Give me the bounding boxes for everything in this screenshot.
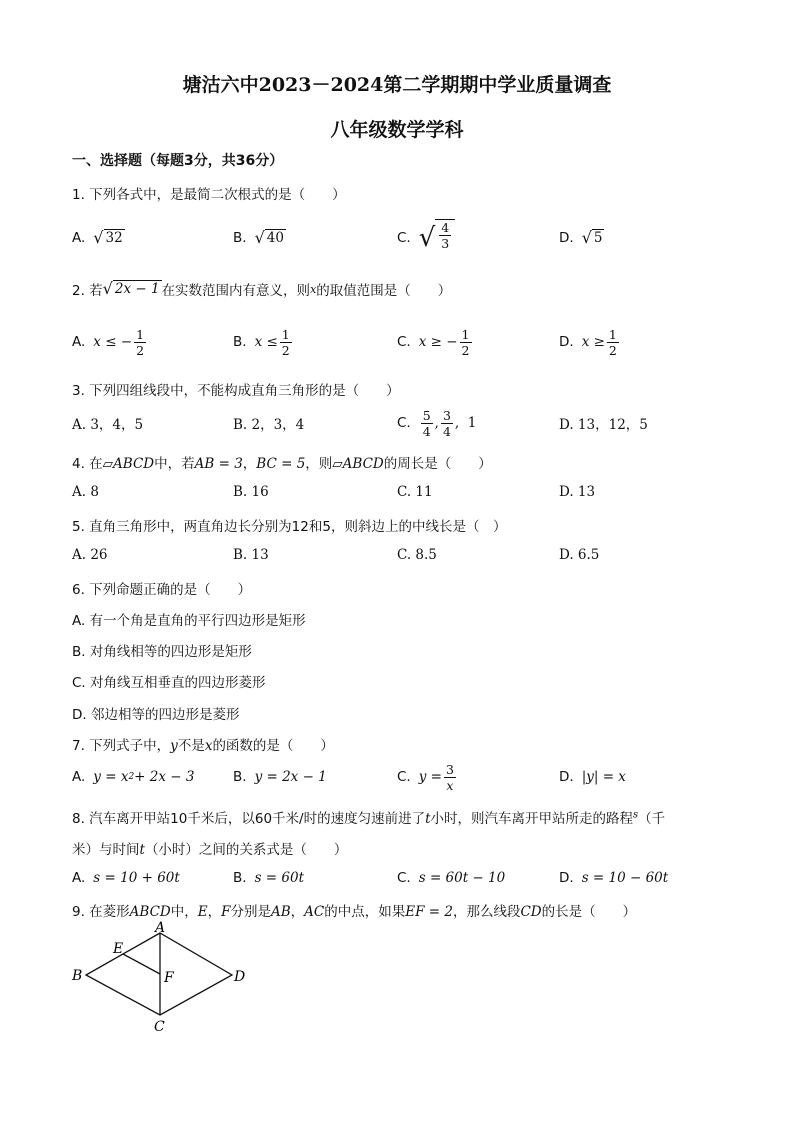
exam-title: 塘沽六中2023－2024第二学期期中学业质量调查: [182, 74, 612, 96]
q5-option-d[interactable]: D. 6.5: [559, 547, 600, 563]
q5-option-a[interactable]: A. 26: [72, 547, 108, 563]
q3-option-c[interactable]: C. $\frac{5}{4}$ , $\frac{3}{4}$ , 1: [397, 407, 477, 439]
section-heading: 一、选择题（每题3分，共36分）: [72, 153, 284, 169]
q2-option-c[interactable]: C. x ≥ − $\frac{1}{2}$: [397, 326, 470, 358]
label-d: D: [234, 969, 246, 985]
question-8-options: [72, 858, 722, 898]
label-f: F: [164, 970, 174, 986]
q6-option-c[interactable]: C. 对角线互相垂直的四边形菱形: [72, 675, 266, 691]
q1-option-b[interactable]: B. √ 40: [233, 228, 284, 247]
q6-option-b[interactable]: B. 对角线相等的四边形是矩形: [72, 644, 252, 660]
q8-option-c[interactable]: C. s = 60t − 10: [397, 870, 506, 886]
q4-option-d[interactable]: D. 13: [559, 484, 596, 500]
q8-option-b[interactable]: B. s = 60t: [233, 870, 304, 886]
q8-option-d[interactable]: D. s = 10 − 60t: [559, 870, 669, 886]
label-b: B: [72, 968, 83, 984]
exam-subtitle: 八年级数学学科: [330, 119, 464, 141]
q5-option-b[interactable]: B. 13: [233, 547, 269, 563]
q3-option-a[interactable]: A. 3，4，5: [72, 417, 144, 433]
label-e: E: [113, 941, 124, 957]
label-a: A: [155, 920, 166, 936]
q7-option-c[interactable]: C. y = $\frac{3}{x}$: [397, 761, 454, 793]
question-3-options: [72, 403, 722, 443]
q6-option-a[interactable]: A. 有一个角是直角的平行四边形是矩形: [72, 613, 306, 629]
label-c: C: [154, 1019, 165, 1035]
question-7-stem: 7. 下列式子中，y不是x的函数的是（ ）: [72, 738, 334, 754]
q8-option-a[interactable]: A. s = 10 + 60t: [72, 870, 180, 886]
question-6-stem: 6. 下列命题正确的是（ ）: [72, 582, 252, 598]
question-4-stem: 4. 在▱ABCD中，若AB = 3，BC = 5，则▱ABCD的周长是（ ）: [72, 456, 492, 472]
q3-option-d[interactable]: D. 13，12，5: [559, 417, 648, 433]
q7-option-d[interactable]: D. |y| = x: [559, 769, 626, 785]
sqrt-expr: √ 32: [93, 228, 123, 247]
question-5-options: [72, 535, 722, 575]
question-2-stem: 2. 若 √ 2x − 1 在实数范围内有意义，则 x 的取值范围是（ ）: [72, 279, 452, 299]
q1-option-a[interactable]: A. √ 32: [72, 228, 123, 247]
q7-option-b[interactable]: B. y = 2x − 1: [233, 769, 327, 785]
question-5-stem: 5. 直角三角形中，两直角边长分别为12和5，则斜边上的中线长是（ ）: [72, 519, 507, 535]
q4-option-a[interactable]: A. 8: [72, 484, 99, 500]
sqrt-expr: √ 2x − 1: [102, 279, 160, 298]
q2-option-d[interactable]: D. x ≥ $\frac{1}{2}$: [559, 326, 617, 358]
question-1-options: [72, 218, 722, 258]
sqrt-expr: √ 5: [581, 228, 603, 247]
question-8-line-2: 米）与时间t（小时）之间的关系式是（ ）: [72, 842, 348, 858]
q4-option-b[interactable]: B. 16: [233, 484, 269, 500]
rhombus-figure: [64, 920, 264, 1035]
question-9-stem: 9. 在菱形ABCD中，E，F分别是AB，AC的中点，如果EF = 2，那么线段CD的长是（ ）: [72, 904, 637, 920]
q2-option-b[interactable]: B. x ≤ $\frac{1}{2}$: [233, 326, 290, 358]
q1-option-c[interactable]: C. √ $\frac{4}{3}$: [397, 218, 455, 258]
question-7-options: [72, 757, 722, 797]
q7-option-a[interactable]: A. y = x 2 + 2x − 3: [72, 769, 195, 785]
q1-option-d[interactable]: D. √ 5: [559, 228, 603, 247]
question-3-stem: 3. 下列四组线段中，不能构成直角三角形的是（ ）: [72, 383, 400, 399]
question-4-options: [72, 472, 722, 512]
question-2-options: [72, 322, 722, 362]
question-1-stem: 1. 下列各式中，是最简二次根式的是（ ）: [72, 187, 346, 203]
segment-ef: [123, 954, 160, 974]
question-8-line-1: 8. 汽车离开甲站10千米后，以60千米/时的速度匀速前进了t小时，则汽车离开甲站所走的路程$^s$（千: [72, 809, 666, 827]
q5-option-c[interactable]: C. 8.5: [397, 547, 437, 563]
q2-option-a[interactable]: A. x ≤ − $\frac{1}{2}$: [72, 326, 145, 358]
sqrt-expr: √ 40: [254, 228, 284, 247]
sqrt-fraction: √ $\frac{4}{3}$: [419, 219, 456, 257]
q3-option-b[interactable]: B. 2，3，4: [233, 417, 305, 433]
q6-option-d[interactable]: D. 邻边相等的四边形是菱形: [72, 707, 240, 723]
q4-option-c[interactable]: C. 11: [397, 484, 433, 500]
